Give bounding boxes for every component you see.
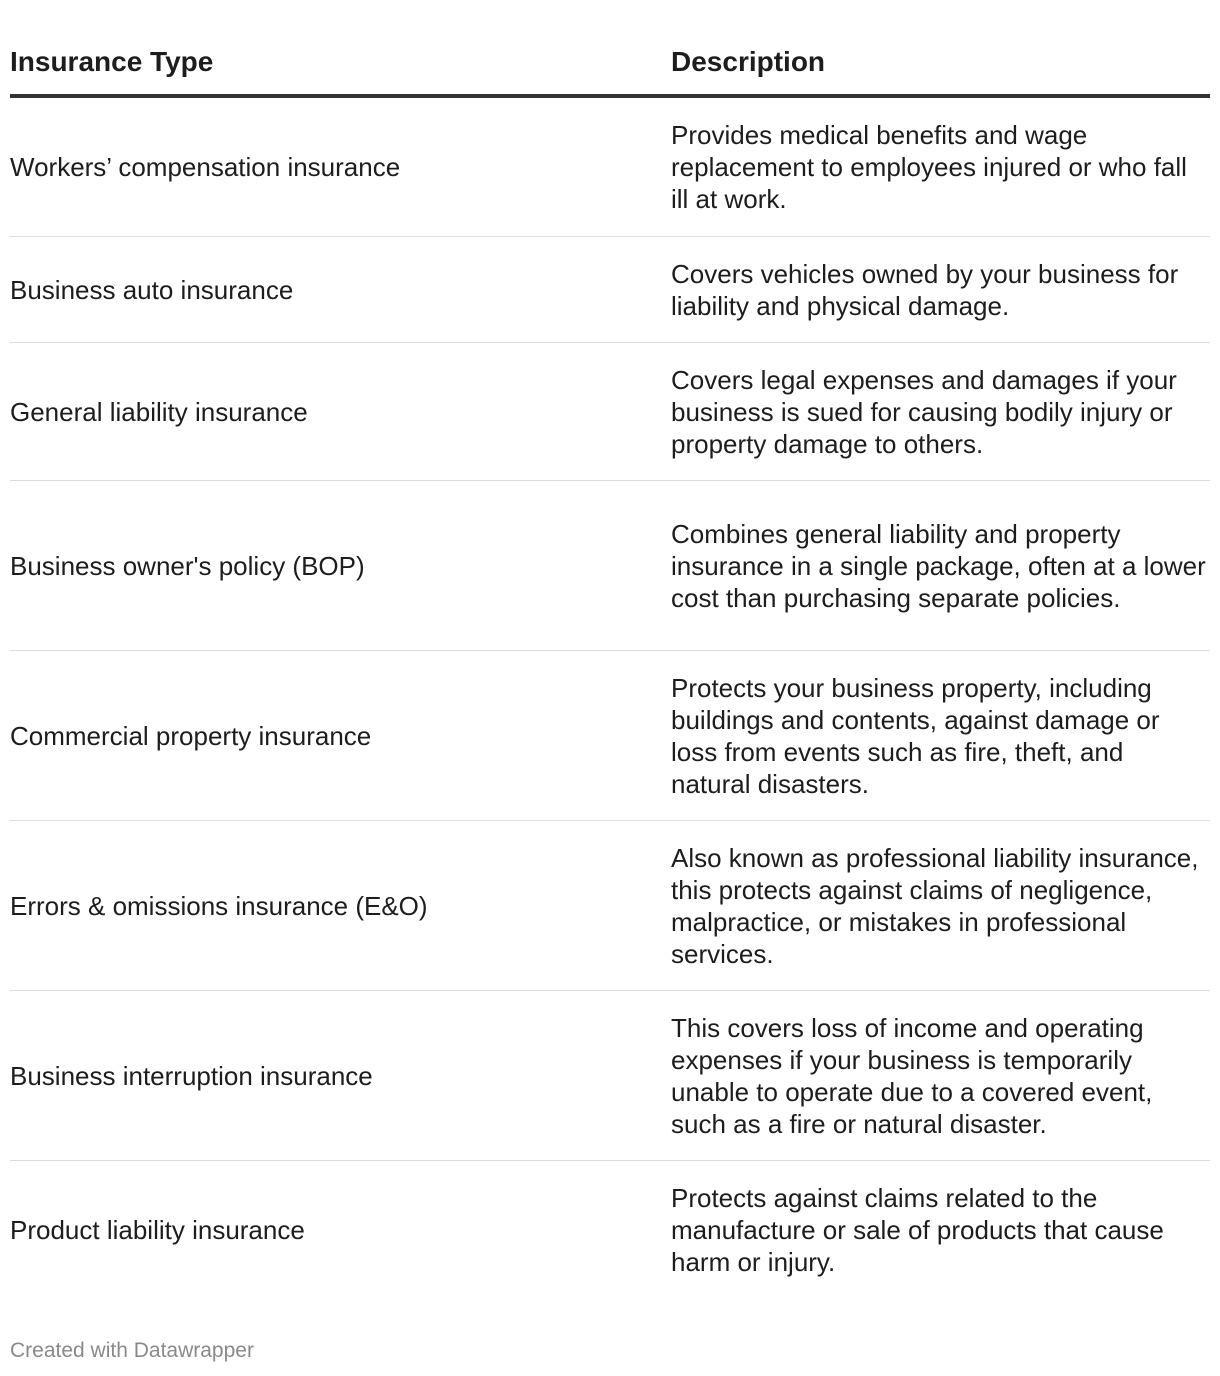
row-insurance-type: Commercial property insurance <box>10 720 372 751</box>
row-description: Protects your business property, including buildings and contents, against damage or loss from events such as fire, theft, and natural disasters. <box>671 672 1160 799</box>
table-row <box>10 991 1210 1161</box>
row-insurance-type: Product liability insurance <box>10 1215 305 1245</box>
row-insurance-type: Business interruption insurance <box>10 1060 373 1091</box>
table-row <box>10 481 1210 651</box>
row-description: This covers loss of income and operating expenses if your business is temporarily unable to operate due to a covered event, such as a fire or natural disaster. <box>671 1012 1153 1139</box>
row-description: Protects against claims related to the manufacture or sale of products that cause harm or injury. <box>671 1183 1164 1277</box>
row-description: Combines general liability and property insurance in a single package, often at a lower cost than purchasing separate policies. <box>671 518 1206 613</box>
row-insurance-type: Workers’ compensation insurance <box>10 152 401 182</box>
row-description: Covers legal expenses and damages if your business is sued for causing bodily injury or property damage to others. <box>671 364 1177 459</box>
table-row <box>10 821 1210 991</box>
table-row <box>10 98 1210 237</box>
table-row <box>10 237 1210 343</box>
row-insurance-type: General liability insurance <box>10 396 308 427</box>
header-description: Description <box>671 46 826 77</box>
insurance-table <box>10 0 1210 1299</box>
row-insurance-type: Business owner's policy (BOP) <box>10 550 365 581</box>
table-row <box>10 651 1210 821</box>
table-row <box>10 343 1210 481</box>
table-row <box>10 1161 1210 1299</box>
row-description: Provides medical benefits and wage replacement to employees injured or who fall ill at work. <box>671 120 1187 214</box>
datawrapper-credit[interactable]: Created with Datawrapper <box>10 1339 254 1362</box>
header-insurance-type: Insurance Type <box>10 46 214 77</box>
row-description: Also known as professional liability insurance, this protects against claims of negligence, malpractice, or mistakes in professional services. <box>671 842 1199 969</box>
row-insurance-type: Business auto insurance <box>10 274 294 305</box>
table-header <box>10 0 1210 98</box>
row-insurance-type: Errors & omissions insurance (E&O) <box>10 890 428 921</box>
row-description: Covers vehicles owned by your business for liability and physical damage. <box>671 258 1179 321</box>
